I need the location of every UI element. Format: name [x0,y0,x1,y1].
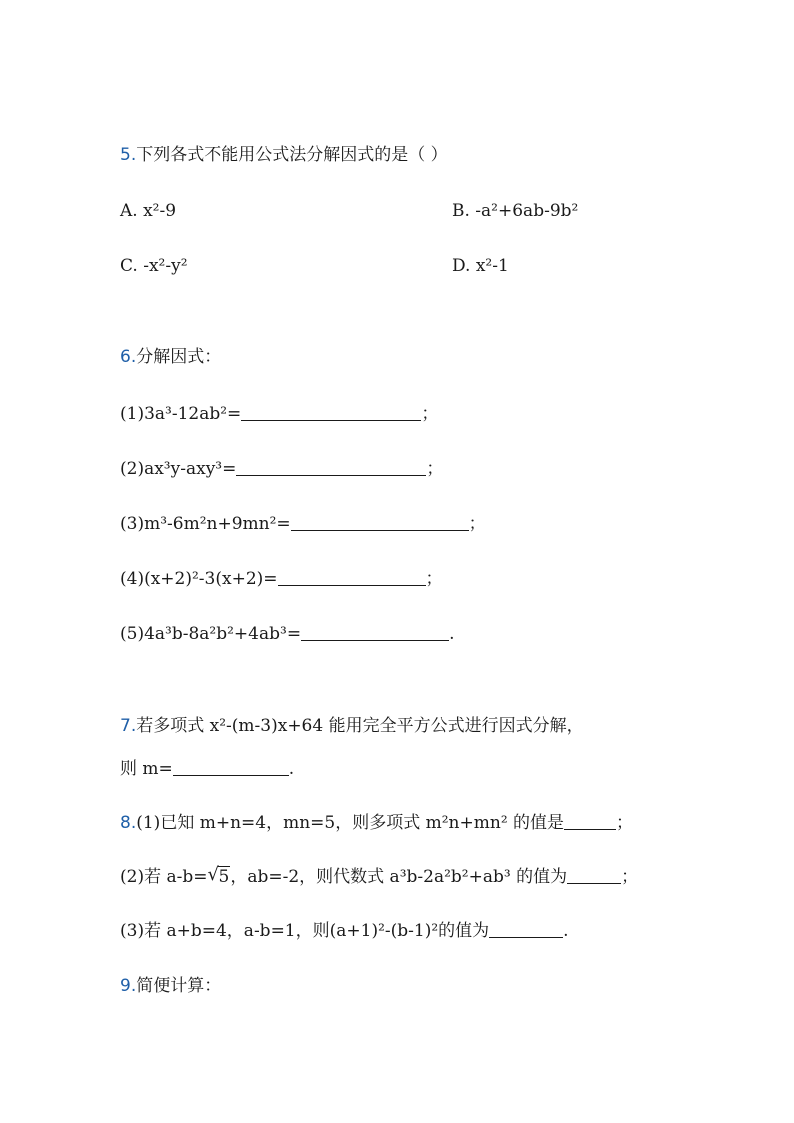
answer-blank[interactable] [241,404,421,421]
question-8-part-1 [120,812,633,834]
q6-item-4 [120,568,443,590]
item-end: . [449,624,455,644]
q6-item-2 [120,458,443,480]
item-end: ； [426,459,444,479]
q6-item-3 [120,513,486,535]
item-expression: (1)3a³-12ab²= [120,404,242,424]
question-stem: 若多项式 x²-(m-3)x+64 能用完全平方公式进行因式分解， [136,716,584,736]
item-end: ； [468,514,486,534]
option-d: D. x²-1 [452,256,509,276]
item-expression: (4)(x+2)²-3(x+2)= [120,569,278,589]
question-number: 9. [120,976,137,996]
question-7 [120,715,584,737]
question-stem: 分解因式： [136,347,222,367]
question-8-part-3 [120,920,569,942]
option-c: C. -x²-y² [120,256,188,276]
radicand: 5 [218,867,230,887]
question-number: 8. [120,813,137,833]
answer-blank[interactable] [489,921,563,938]
item-end: . [288,759,295,779]
question-number: 5. [120,145,137,165]
answer-blank[interactable] [567,867,621,884]
item-end: ； [421,404,439,424]
answer-blank[interactable] [173,759,289,776]
question-5 [120,144,448,166]
q6-item-1 [120,403,438,425]
question-stem: 下列各式不能用公式法分解因式的是（ ） [136,145,448,165]
item-end: . [563,921,569,941]
question-text: (3)若 a+b=4，a-b=1，则(a+1)²-(b-1)²的值为 [120,921,490,941]
question-text: (2)若 a-b= [120,867,208,887]
question-stem: 简便计算： [136,976,222,996]
q6-item-5 [120,623,454,645]
square-root [208,866,231,888]
question-7-line-2 [120,758,294,780]
question-8-part-2 [120,866,638,888]
radical-sign-icon: √ [207,864,219,885]
answer-blank[interactable] [564,813,616,830]
item-expression: (5)4a³b-8a²b²+4ab³= [120,624,302,644]
question-number: 6. [120,347,137,367]
answer-blank[interactable] [236,459,426,476]
question-9 [120,975,221,997]
answer-blank[interactable] [278,569,426,586]
question-text: 则 m= [120,759,173,779]
question-number: 7. [120,716,137,736]
question-text: (1)已知 m+n=4，mn=5，则多项式 m²n+mn² 的值是 [136,813,565,833]
item-end: ； [425,569,443,589]
item-end: ； [616,813,634,833]
answer-blank[interactable] [301,624,449,641]
item-expression: (3)m³-6m²n+9mn²= [120,514,291,534]
answer-blank[interactable] [291,514,469,531]
option-b: B. -a²+6ab-9b² [452,201,579,221]
question-6 [120,346,221,368]
item-end: ； [621,867,639,887]
question-text: ，ab=-2，则代数式 a³b-2a²b²+ab³ 的值为 [230,867,568,887]
item-expression: (2)ax³y-axy³= [120,459,237,479]
option-a: A. x²-9 [120,201,177,221]
